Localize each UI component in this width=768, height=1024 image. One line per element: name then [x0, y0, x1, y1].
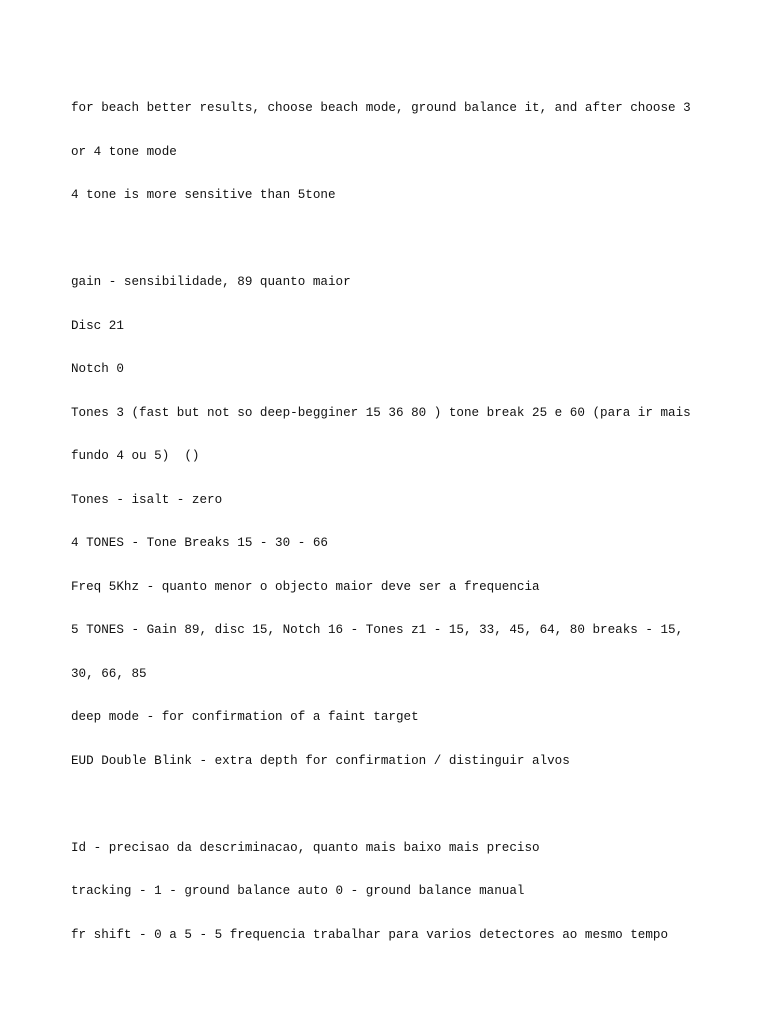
text-line: 5 TONES - Gain 89, disc 15, Notch 16 - Tones z1 - 15, 33, 45, 64, 80 breaks - 15, [71, 623, 684, 637]
text-line: Tones 3 (fast but not so deep-begginer 15 36 80 ) tone break 25 e 60 (para ir mais [71, 405, 691, 420]
blank-line [71, 797, 696, 812]
text-line: EUD Double Blink - extra depth for confirmation / distinguir alvos [71, 753, 570, 768]
text-line: fr shift - 0 a 5 - 5 frequencia trabalhar para varios detectores ao mesmo tempo [71, 927, 669, 942]
text-line: 30, 66, 85 [71, 666, 147, 681]
text-line: Notch 0 [71, 362, 124, 376]
text-line: Id - precisao da descriminacao, quanto mais baixo mais preciso [71, 840, 540, 855]
text-line: Tones - isalt - zero [71, 492, 223, 507]
notes-text [71, 72, 696, 971]
text-line: Freq 5Khz - quanto menor o objecto maior deve ser a frequencia [71, 579, 540, 594]
text-line: tracking - 1 - ground balance auto 0 - ground balance manual [71, 884, 525, 898]
text-line: or 4 tone mode [71, 144, 177, 159]
text-line: 4 tone is more sensitive than 5tone [71, 188, 336, 202]
text-line: gain - sensibilidade, 89 quanto maior [71, 275, 351, 289]
text-line: 4 TONES - Tone Breaks 15 - 30 - 66 [71, 536, 328, 550]
text-line: Disc 21 [71, 318, 124, 333]
text-line: for beach better results, choose beach mode, ground balance it, and after choose 3 [71, 101, 691, 115]
text-line: fundo 4 ou 5) () [71, 449, 200, 463]
blank-line [71, 232, 696, 247]
text-line: deep mode - for confirmation of a faint target [71, 710, 419, 724]
